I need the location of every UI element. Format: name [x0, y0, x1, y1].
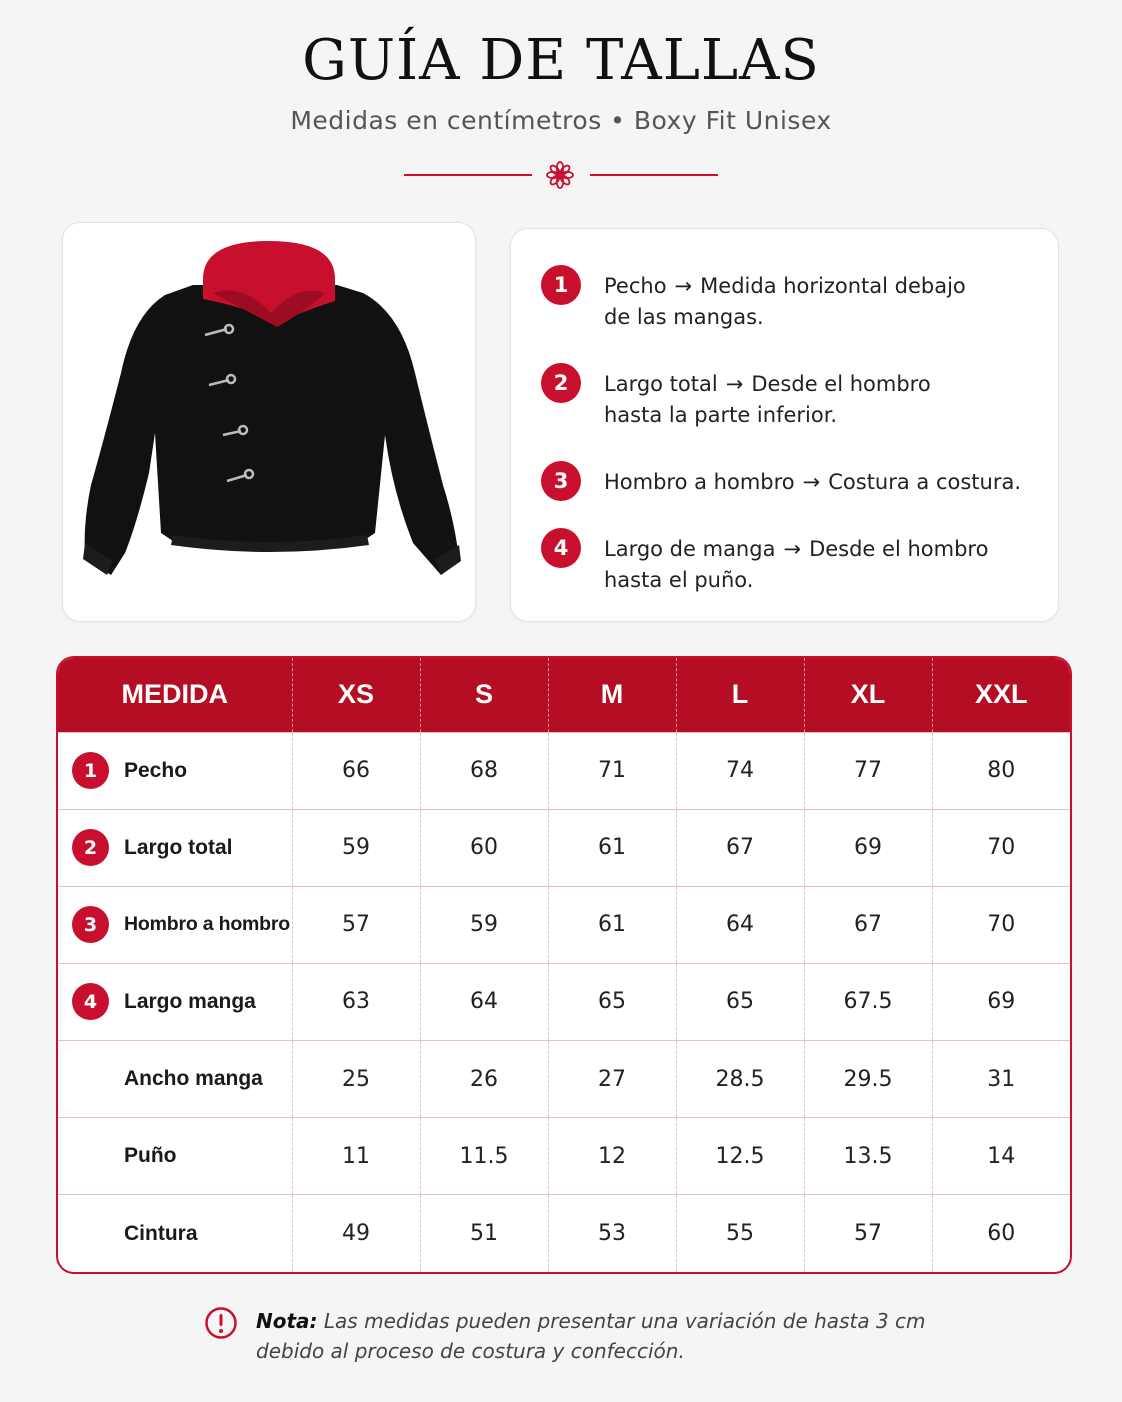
legend-name: Hombro a hombro	[604, 470, 795, 494]
legend-desc: Desde el hombro	[751, 372, 931, 396]
table-header-row	[58, 658, 1070, 732]
table-cell: 74	[676, 732, 804, 809]
page-subtitle: Medidas en centímetros • Boxy Fit Unisex	[290, 106, 832, 135]
table-cell: 61	[548, 809, 676, 886]
number-badge: 2	[72, 829, 109, 866]
number-badge: 1	[541, 265, 581, 305]
row-label: Hombro a hombro	[124, 913, 290, 936]
number-badge: 3	[72, 906, 109, 943]
ornamental-divider	[404, 158, 718, 192]
column-header-s: S	[420, 658, 548, 732]
table-row	[58, 732, 1070, 809]
table-cell: 80	[932, 732, 1070, 809]
table-cell: 53	[548, 1195, 676, 1272]
table-cell: 57	[292, 886, 420, 963]
alert-icon	[204, 1306, 238, 1340]
table-cell: 63	[292, 963, 420, 1040]
table-row	[58, 886, 1070, 963]
divider-line-left	[404, 174, 532, 176]
row-label: Largo total	[124, 835, 233, 859]
table-row	[58, 809, 1070, 886]
arrow-right-icon: →	[802, 470, 821, 494]
table-cell: 64	[676, 886, 804, 963]
hoodie-icon	[63, 223, 475, 621]
row-label: Pecho	[124, 758, 188, 782]
table-cell: 28.5	[676, 1041, 804, 1118]
table-row	[58, 1195, 1070, 1272]
table-cell: 59	[292, 809, 420, 886]
row-label: Largo manga	[124, 989, 256, 1013]
product-image-card	[62, 222, 476, 622]
table-cell: 65	[676, 963, 804, 1040]
page-title: GUÍA DE TALLAS	[302, 28, 820, 93]
table-cell: 27	[548, 1041, 676, 1118]
table-cell: 57	[804, 1195, 932, 1272]
table-cell: 69	[932, 963, 1070, 1040]
column-header-xxl: XXL	[932, 658, 1070, 732]
table-cell: 69	[804, 809, 932, 886]
table-cell: 51	[420, 1195, 548, 1272]
table-cell: 70	[932, 809, 1070, 886]
row-label: Ancho manga	[124, 1067, 263, 1091]
number-badge: 4	[541, 528, 581, 568]
note-text-line2: debido al proceso de costura y confección.	[256, 1339, 685, 1363]
table-row	[58, 1118, 1070, 1195]
table-cell: 14	[932, 1118, 1070, 1195]
table-cell: 67.5	[804, 963, 932, 1040]
table-cell: 55	[676, 1195, 804, 1272]
size-table	[56, 656, 1072, 1274]
legend-desc: Costura a costura.	[828, 470, 1022, 494]
table-cell: 68	[420, 732, 548, 809]
column-header-xs: XS	[292, 658, 420, 732]
table-cell: 11	[292, 1118, 420, 1195]
legend-desc-2: hasta la parte inferior.	[604, 403, 838, 427]
column-header-m: M	[548, 658, 676, 732]
number-badge: 4	[72, 983, 109, 1020]
table-cell: 13.5	[804, 1118, 932, 1195]
table-cell: 71	[548, 732, 676, 809]
row-label: Cintura	[124, 1221, 198, 1245]
legend-desc: Medida horizontal debajo	[700, 274, 966, 298]
flower-icon	[545, 160, 575, 190]
table-cell: 66	[292, 732, 420, 809]
arrow-right-icon: →	[674, 274, 693, 298]
column-header-l: L	[676, 658, 804, 732]
table-row	[58, 1041, 1070, 1118]
number-badge: 3	[541, 461, 581, 501]
number-badge: 1	[72, 752, 109, 789]
table-cell: 31	[932, 1041, 1070, 1118]
column-header-measure: MEDIDA	[121, 679, 228, 710]
table-cell: 77	[804, 732, 932, 809]
row-label: Puño	[124, 1144, 177, 1168]
legend-desc: Desde el hombro	[809, 537, 989, 561]
legend-name: Pecho	[604, 274, 667, 298]
table-cell: 25	[292, 1041, 420, 1118]
table-cell: 70	[932, 886, 1070, 963]
table-cell: 59	[420, 886, 548, 963]
arrow-right-icon: →	[783, 537, 802, 561]
arrow-right-icon: →	[725, 372, 744, 396]
table-cell: 65	[548, 963, 676, 1040]
legend-desc-2: hasta el puño.	[604, 568, 754, 592]
measurement-legend-card	[510, 228, 1059, 622]
table-cell: 12	[548, 1118, 676, 1195]
column-header-xl: XL	[804, 658, 932, 732]
note-text-line1: Las medidas pueden presentar una variación de hasta 3 cm	[323, 1309, 926, 1333]
table-cell: 26	[420, 1041, 548, 1118]
number-badge: 2	[541, 363, 581, 403]
table-cell: 49	[292, 1195, 420, 1272]
note-label: Nota:	[256, 1309, 318, 1333]
legend-name: Largo total	[604, 372, 718, 396]
table-cell: 60	[932, 1195, 1070, 1272]
table-cell: 60	[420, 809, 548, 886]
table-cell: 67	[676, 809, 804, 886]
table-cell: 29.5	[804, 1041, 932, 1118]
legend-desc-2: de las mangas.	[604, 305, 764, 329]
table-cell: 64	[420, 963, 548, 1040]
table-cell: 67	[804, 886, 932, 963]
legend-name: Largo de manga	[604, 537, 776, 561]
divider-line-right	[590, 174, 718, 176]
table-cell: 12.5	[676, 1118, 804, 1195]
table-row	[58, 963, 1070, 1040]
table-cell: 61	[548, 886, 676, 963]
table-cell: 11.5	[420, 1118, 548, 1195]
